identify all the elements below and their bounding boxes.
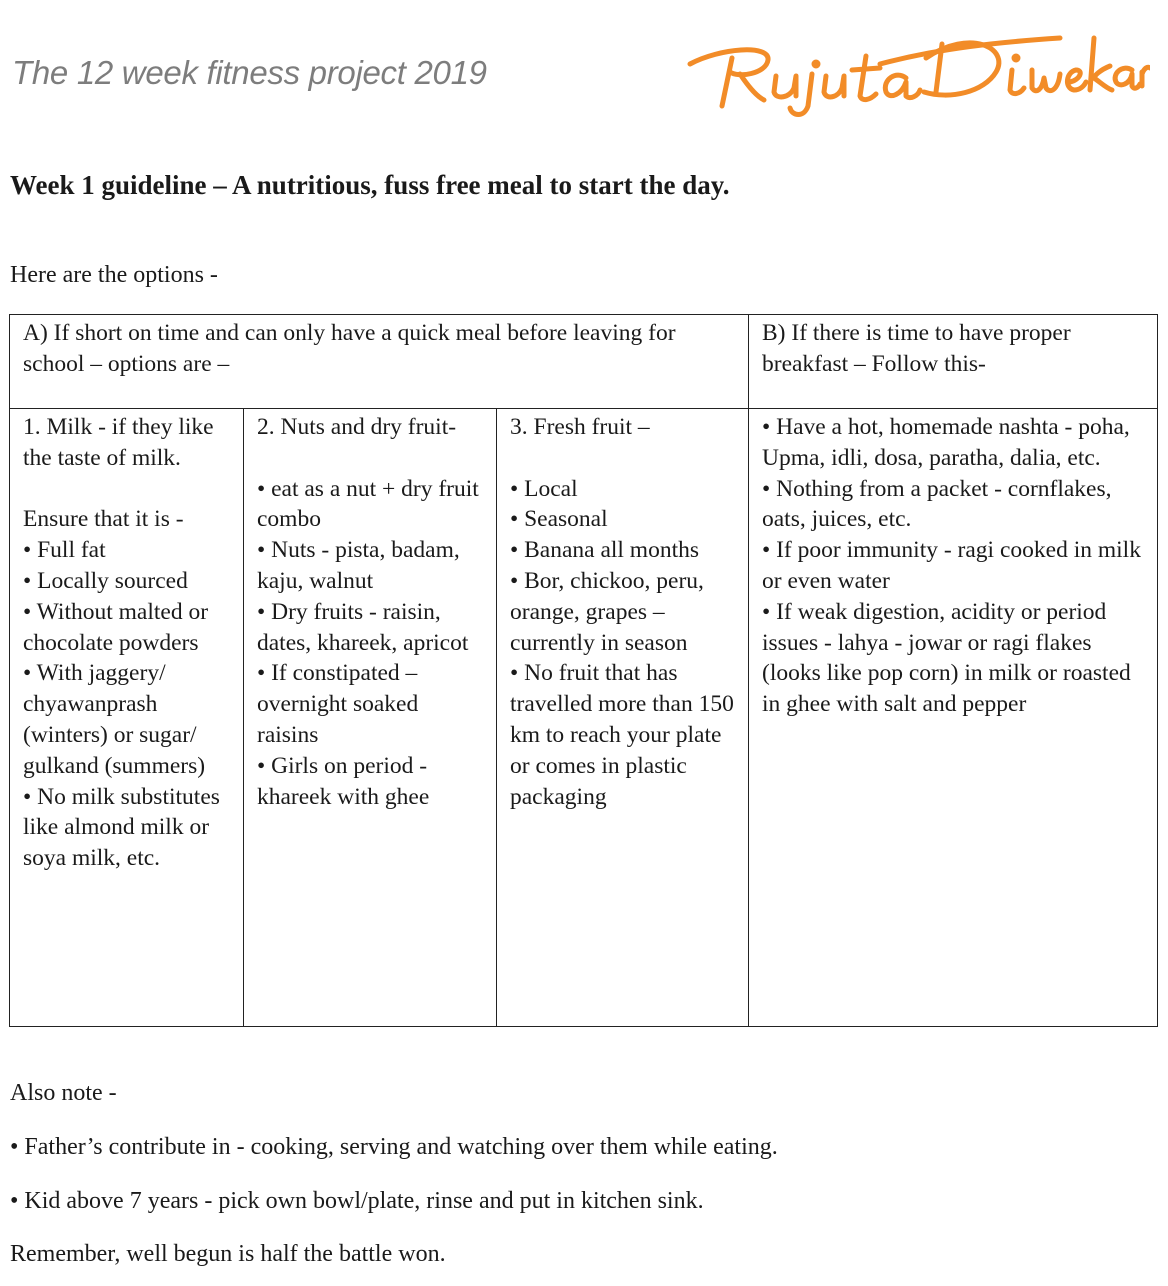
- milk-option-cell: [10, 409, 244, 1027]
- option-a-header: [10, 315, 749, 409]
- option-b-header-text: B) If there is time to have proper breakfast – Follow this-: [762, 320, 1071, 377]
- option-a-header-text: A) If short on time and can only have a quick meal before leaving for school – options are –: [23, 320, 676, 377]
- nuts-dry-fruit-option-cell: [244, 409, 497, 1027]
- note-item: • Kid above 7 years - pick own bowl/plate, rinse and put in kitchen sink.: [10, 1188, 704, 1214]
- breakfast-options-table: [9, 314, 1158, 1027]
- intro-text: Here are the options -: [10, 262, 218, 288]
- nuts-dry-fruit-option-text: 2. Nuts and dry fruit- • eat as a nut + dry fruit combo • Nuts - pista, badam, kaju, walnut • Dry fruits - raisin, dates, khareek, apricot • If constipated – overnight soaked raisins • Girls on period - khareek with ghee: [257, 414, 479, 810]
- proper-breakfast-option-text: • Have a hot, homemade nashta - poha, Upma, idli, dosa, paratha, dalia, etc. • Nothing from a packet - cornflakes, oats, juices, etc. • If poor immunity - ragi cooked in milk or even water • If weak digestion, acidity or period issues - lahya - jowar or ragi flakes (looks like pop corn) in milk or roasted in ghee with salt and pepper: [762, 414, 1141, 718]
- note-item: • Father’s contribute in - cooking, serving and watching over them while eating.: [10, 1134, 778, 1160]
- week-guideline-heading: Week 1 guideline – A nutritious, fuss free meal to start the day.: [10, 170, 730, 200]
- table-header-row: [10, 315, 1158, 409]
- rujuta-diwekar-signature-logo: [680, 8, 1150, 123]
- milk-option-text: 1. Milk - if they like the taste of milk. Ensure that it is - • Full fat • Locally sourced • Without malted or chocolate powders • With jaggery/ chyawanprash (winters) or sugar/ gulkand (summers) • No milk substitutes like almond milk or soya milk, etc.: [23, 414, 220, 872]
- document-header-title: The 12 week fitness project 2019: [12, 54, 487, 91]
- option-b-header: [749, 315, 1158, 409]
- closing-remark: Remember, well begun is half the battle won.: [10, 1241, 446, 1267]
- also-note-label: Also note -: [10, 1080, 117, 1106]
- fresh-fruit-option-cell: [497, 409, 749, 1027]
- proper-breakfast-option-cell: [749, 409, 1158, 1027]
- fresh-fruit-option-text: 3. Fresh fruit – • Local • Seasonal • Banana all months • Bor, chickoo, peru, orange, grapes – currently in season • No fruit that has travelled more than 150 km to reach your plate or comes in plastic packaging: [510, 414, 734, 810]
- table-body-row: [10, 409, 1158, 1027]
